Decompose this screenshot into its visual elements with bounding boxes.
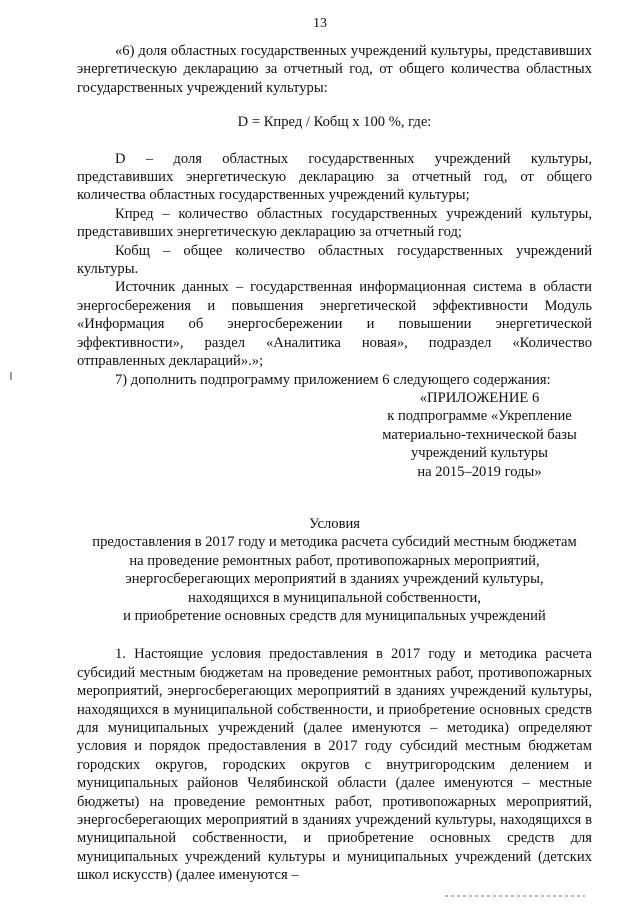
amendment-paragraph: 7) дополнить подпрограмму приложением 6 следующего содержания:: [115, 371, 551, 388]
scan-margin-mark: [10, 372, 12, 380]
section-title: [77, 515, 592, 625]
title-line: на проведение ремонтных работ, противопожарных мероприятий,: [129, 552, 540, 569]
appendix-line: к подпрограмме «Укрепление: [387, 408, 572, 425]
title-line: предоставления в 2017 году и методика расчета субсидий местным бюджетам: [92, 534, 577, 551]
body-paragraph: 1. Настоящие условия предоставления в 2017 году и методика расчета субсидий местным бюджетам на проведение ремонтных работ, противопожарных мероприятий, энергосберегающих мероприятий в зданиях учреждений культуры, находящихся в муниципальной собственности, и приобретение основных средств для муниципальных учреждений (далее именуются – методика) определяют условия и порядок предоставления в 2017 году субсидий местным бюджетам городских округов, городских округов с внутригородским делением и муниципальных районов Челябинской области (далее именуются – местные бюджеты) на проведение ремонтных работ, противопожарных мероприятий, энергосберегающих мероприятий в зданиях учреждений культуры, находящихся в муниципальной собственности, и приобретение основных средств для муниципальных учреждений культуры и муниципальных учреждений (детских школ искусств) (далее именуются –: [77, 646, 592, 884]
data-source-paragraph: Источник данных – государственная информационная система в области энергосбережения и повышения энергетической эффективности Модуль «Информация об энергосбережении и повышении энергетической эффективности», раздел «Аналитика новая», подраздел «Количество отправленных деклараций».»;: [77, 279, 592, 370]
formula: D = Кпред / Кобщ x 100 %, где:: [237, 114, 432, 131]
appendix-header: [367, 389, 592, 481]
title-line: энергосберегающих мероприятий в зданиях учреждений культуры,: [125, 571, 544, 588]
appendix-line: «ПРИЛОЖЕНИЕ 6: [419, 389, 540, 406]
definition-kobsch: Кобщ – общее количество областных государственных учреждений культуры.: [77, 242, 592, 278]
title-line: Условия: [308, 515, 361, 532]
definition-d: D – доля областных государственных учреждений культуры, представивших энергетическую декларацию за отчетный год, от общего количества областных государственных учреждений культуры;: [77, 150, 592, 204]
appendix-line: на 2015–2019 годы»: [417, 463, 542, 480]
title-line: находящихся в муниципальной собственности,: [188, 589, 481, 606]
appendix-line: учреждений культуры: [411, 445, 548, 462]
document-body: [77, 42, 592, 885]
scan-artifact: [445, 895, 585, 897]
page-number: 13: [313, 16, 327, 31]
definition-kpred: Кпред – количество областных государственных учреждений культуры, представивших энергетическую декларацию за отчетный год;: [77, 205, 592, 241]
intro-paragraph: «6) доля областных государственных учреждений культуры, представивших энергетическую декларацию за отчетный год, от общего количества областных государственных учреждений культуры:: [77, 43, 592, 96]
appendix-line: материально-технической базы: [382, 426, 577, 443]
title-line: и приобретение основных средств для муниципальных учреждений: [123, 607, 546, 624]
